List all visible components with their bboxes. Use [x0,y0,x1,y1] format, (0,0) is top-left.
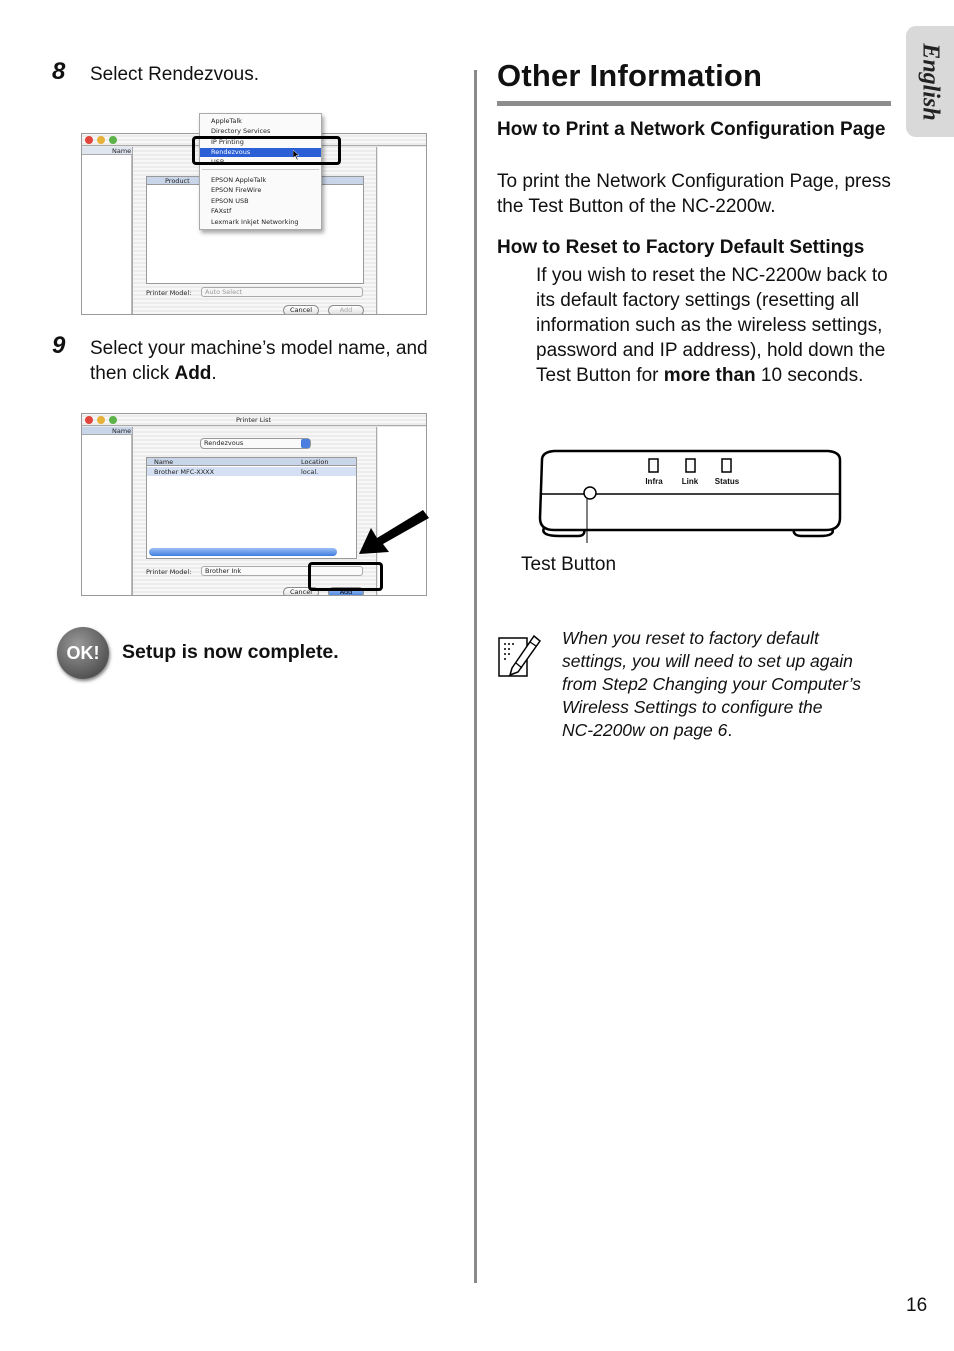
menu-item[interactable]: Directory Services [211,127,271,135]
led-label-status: Status [714,477,740,486]
zoom-dot-icon [109,416,117,424]
add-button[interactable]: Add [328,305,364,315]
step-8-text: Select Rendezvous. [90,64,259,85]
ok-badge-label: OK! [66,643,100,663]
language-tab [906,26,954,137]
title-rule [497,101,891,106]
left-pane [82,147,132,315]
column-header-name: Name [112,427,132,435]
rendezvous-highlight-box [192,136,341,165]
nc2200w-device-illustration [530,440,850,544]
close-dot-icon [85,416,93,424]
cancel-button[interactable]: Cancel [283,305,319,315]
column-header-product: Product [165,177,190,185]
printer-row-location: local. [301,468,319,476]
zoom-dot-icon [109,136,117,144]
step-8-number: 8 [52,58,66,85]
factory-reset-note [562,627,902,742]
print-config-body: To print the Network Configuration Page, press the Test Button of the NC-2200w. [497,171,891,217]
reset-heading: How to Reset to Factory Default Settings [497,237,865,258]
add-button-highlight-box [308,562,383,591]
left-pane [82,427,132,596]
printer-model-label: Printer Model: [146,289,192,297]
led-label-infra: Infra [645,477,663,486]
popup-arrows-icon [301,439,310,448]
setup-complete-text: Setup is now complete. [122,641,339,663]
menu-item[interactable]: Lexmark Inkjet Networking [211,218,299,226]
led-label-link: Link [681,477,699,486]
ok-badge-icon [57,627,109,679]
status-led-icon [722,459,731,472]
note-line: When you reset to factory default [562,628,819,648]
menu-item[interactable]: FAXstf [211,207,232,215]
printer-model-select[interactable]: Auto Select [201,287,363,297]
pointer-arrow-icon [355,508,431,560]
page-number: 16 [906,1295,928,1316]
minimize-dot-icon [97,416,105,424]
section-title: Other Information [497,58,763,93]
step-9-text: Select your machine’s model name, and then click Add. [90,338,428,384]
cancel-button[interactable]: Cancel [283,587,319,596]
connection-popup[interactable]: Rendezvous [200,438,311,449]
note-pencil-icon [498,632,542,678]
infra-led-icon [649,459,658,472]
minimize-dot-icon [97,136,105,144]
test-button-icon [584,487,596,499]
add-button[interactable]: Add [328,587,364,596]
note-line: Wireless Settings to configure the [562,697,823,717]
column-header-name: Name [112,147,132,155]
printer-model-label: Printer Model: [146,568,192,576]
print-config-heading: How to Print a Network Configuration Page [497,119,886,140]
horizontal-scrollbar[interactable] [149,548,337,556]
column-header-name: Name [154,458,174,466]
connection-type-menu[interactable] [199,113,322,230]
column-header-location: Location [301,458,329,466]
note-line: from Step2 Changing your Computer’s [562,674,861,694]
note-line: settings, you will need to set up again [562,651,853,671]
menu-separator [202,169,319,170]
menu-item[interactable]: EPSON AppleTalk [211,176,267,184]
note-line: NC-2200w on page 6. [562,720,733,740]
menu-item[interactable]: EPSON FireWire [211,186,262,194]
step-9-number: 9 [52,332,66,359]
printer-browser-list[interactable] [146,457,357,559]
printer-model-select[interactable]: Brother Ink [201,566,363,576]
test-button-callout: Test Button [521,554,617,575]
column-divider [474,70,477,1283]
menu-item[interactable]: IP Printing [211,138,244,146]
window-title: Printer List [236,416,272,424]
language-tab-label: English [917,42,944,121]
menu-item[interactable]: USB [211,158,225,166]
close-dot-icon [85,136,93,144]
printer-row-name: Brother MFC-XXXX [154,468,215,476]
menu-item[interactable]: AppleTalk [211,117,242,125]
reset-body: If you wish to reset the NC-2200w back to its default factory settings (resetting all information such as the wireless settings, password and IP address), hold down the Test Button for more than 10 seconds. [536,265,888,386]
menu-item-selected[interactable]: Rendezvous [200,148,321,157]
menu-item[interactable]: EPSON USB [211,197,249,205]
link-led-icon [686,459,695,472]
